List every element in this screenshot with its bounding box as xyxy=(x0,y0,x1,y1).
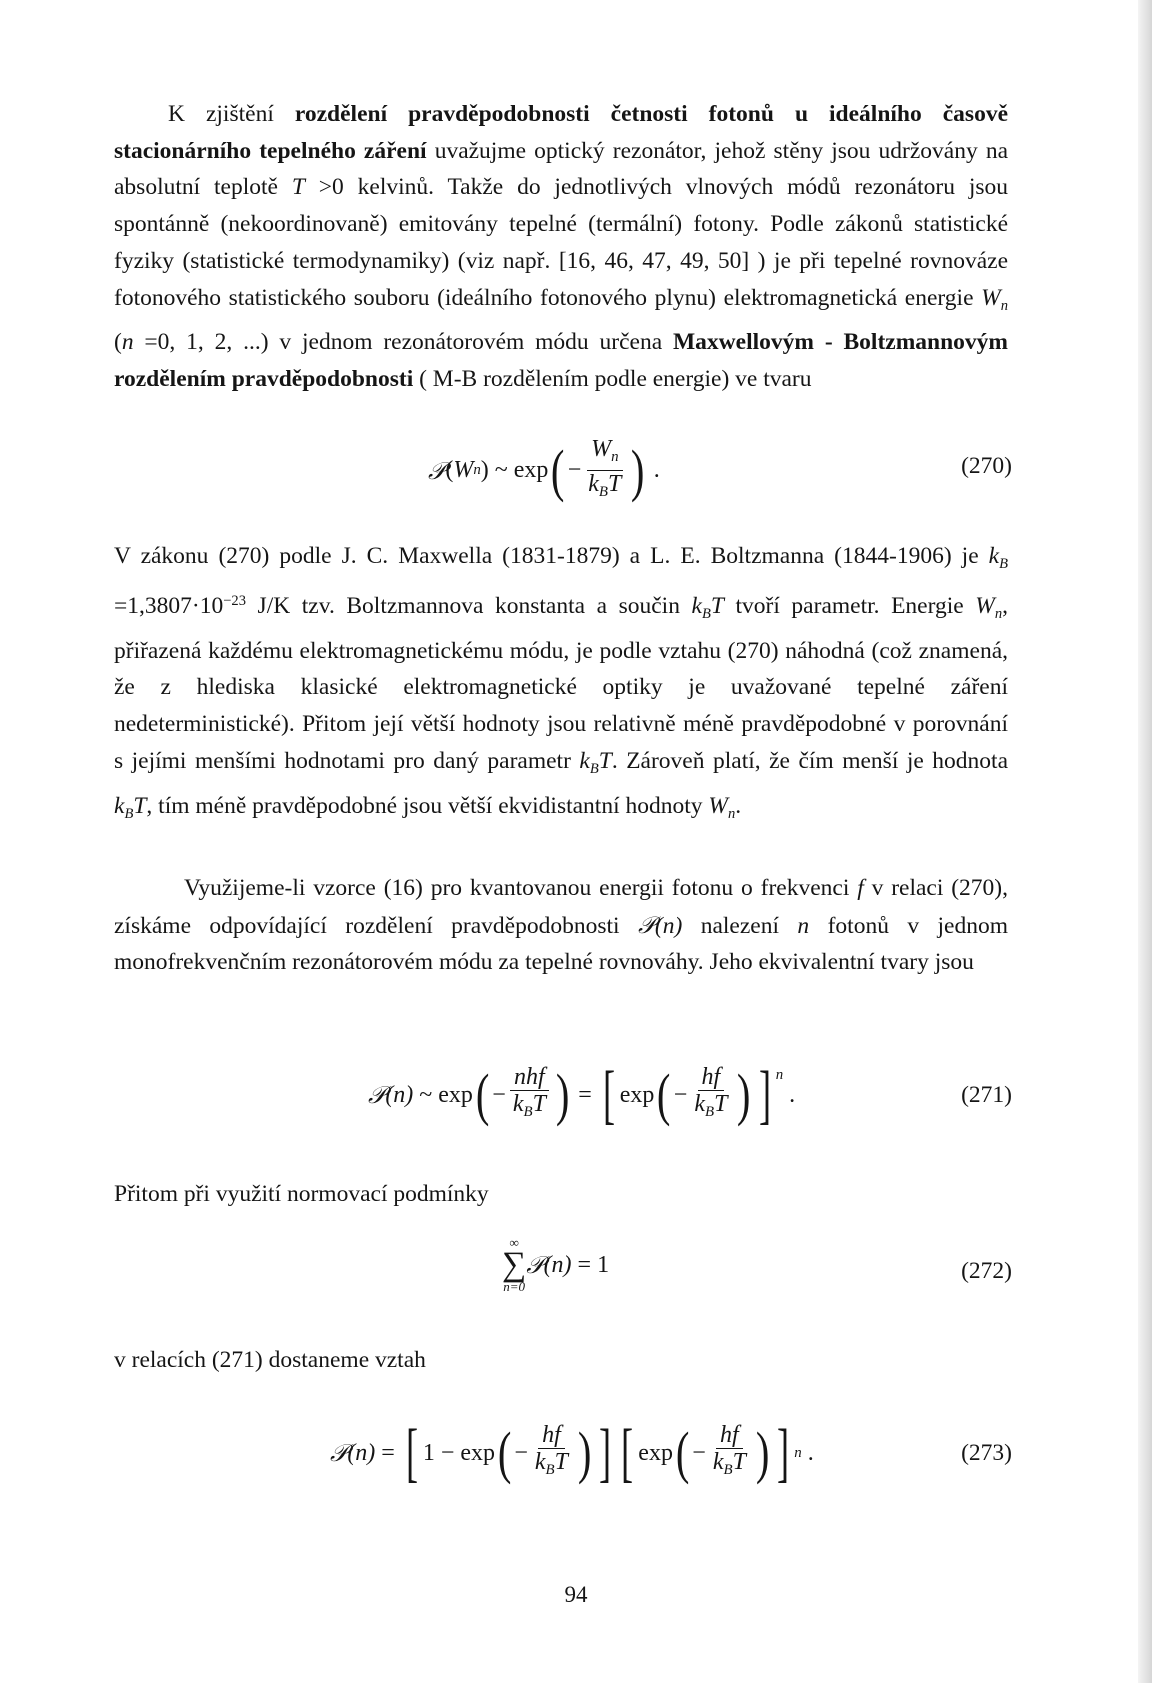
paragraph-quantized-energy: Využijeme-li vzorce (16) pro kvantovanou energii fotonu o frekvenci f v relaci (270), získáme odpovídající rozdělení pravděpodobnosti 𝒫(n) nalezení n fotonů v jednom monofrekvenčním rezonátorovém módu za tepelné rovnováhy. Jeho ekvivalentní tvary jsou xyxy=(114,875,1009,976)
equation-number-271: (271) xyxy=(961,1082,1012,1108)
equation-272: ∞ ∑ n=0 𝒫 (n) = 1 xyxy=(502,1235,610,1294)
equation-273: 𝒫 (n) = [ 1 − exp ( − $\frac{hf}{k_BT}$ ) ] [ exp ( − $\frac{hf}{k_BT}$ ) ] n . xyxy=(330,1416,814,1489)
paragraph-boltzmann: V zákonu (270) podle J. C. Maxwella (1831-1879) a L. E. Boltzmanna (1844-1906) je $k_B =1,3807\cdot 10^{-23}$ J/K tzv. Boltzmannova konstanta a součin $k_BT$ tvoří parametr. Energie $W_n$, přiřazená každému elektromagnetickému módu, je podle vztahu (270) náhodná (což znamená, že z hlediska klasické elektromagnetické optiky je uvažované tepelné záření nedeterministické). Přitom její větší hodnoty jsou relativně méně pravděpodobné v porovnání s jejími menšími hodnotami pro daný parametr $k_BT$. Zároveň platí, že čím menší je hodnota $k_BT$, tím méně pravděpodobné jsou větší ekvidistantní hodnoty $W_n$. xyxy=(114,543,1009,822)
page-number: 94 xyxy=(564,1582,588,1607)
bold-term-distribution: rozdělení pravděpodobnosti četnosti fotonů u ideálního časově stacionárního tepelného záření xyxy=(114,101,1009,164)
equation-number-270: (270) xyxy=(961,453,1012,479)
equation-270: 𝒫 ( W n ) ~ exp ( − $\frac{W_n}{k_BT}$ ) . xyxy=(428,436,660,503)
paragraph-relations: v relacích (271) dostaneme vztah xyxy=(114,1347,426,1373)
equation-number-272: (272) xyxy=(961,1258,1012,1284)
bold-term-maxwell-boltzmann: Maxwellovým - Boltzmannovým rozdělením pravděpodobnosti xyxy=(114,329,1008,393)
paragraph-intro: K zjištění rozdělení pravděpodobnosti četnosti fotonů u ideálního časově stacionárního tepelného záření uvažujme optický rezonátor, jehož stěny jsou udržovány na absolutní teplotě T >0 kelvinů. Takže do jednotlivých vlnových módů rezonátoru jsou spontánně (nekoordinovaně) emitovány tepelné (termální) fotony. Podle zákonů statistické fyziky (statistické termodynamiky) (viz např. [16, 46, 47, 49, 50] ) je při tepelné rovnováze fotonového statistického souboru (ideálního fotonového plynu) elektromagnetická energie $W_n$ (n =0, 1, 2, ...) v jednom rezonátorovém módu určena Maxwellovým - Boltzmannovým rozdělením pravděpodobnosti ( M-B rozdělením podle energie) ve tvaru xyxy=(114,101,1009,393)
paragraph-normalization: Přitom při využití normovací podmínky xyxy=(114,1181,489,1207)
equation-number-273: (273) xyxy=(961,1440,1012,1466)
equation-271: 𝒫 (n) ~ exp ( − $\frac{\text{nhf}}{k_BT}$ ) = [ exp ( − $\frac{hf}{k_BT}$ ) ] n . xyxy=(368,1058,796,1131)
sum-symbol: ∞ ∑ n=0 xyxy=(502,1235,527,1294)
